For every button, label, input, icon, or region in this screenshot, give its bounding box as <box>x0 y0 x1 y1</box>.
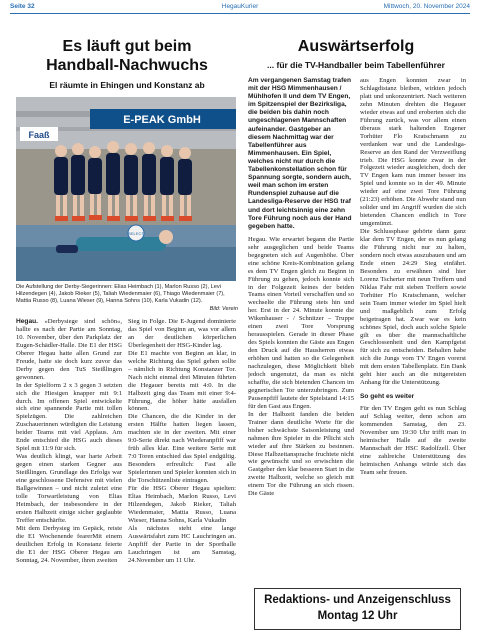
page-number: Seite 32 <box>10 3 35 10</box>
subheading: So geht es weiter <box>360 393 415 401</box>
right-article-title: Auswärtserfolg <box>297 38 415 55</box>
notice-line-2: Montag 12 Uhr <box>317 610 398 622</box>
paragraph-text: »Derbysiege sind schön«, hallte es nach der Partie am Sonntag, 10. November, über den Parkplatz der Eugen-Schädler-Halle. Die E1 der HSG Oberer Hegau hatte allen Grund zur Freude, hatte sie doch kurz zuvor das Derby gegen den TuS Steißlingen gewonnen. <box>16 318 122 381</box>
paragraph: Die Chancen, die die Kinder in der ersten Hälfte hatten liegen lassen, machten sie in der zweiten. Mit einer 9:0-Serie direkt nach Wiederanpfiff war früh alles klar. Eine weitere Serie mit 7:0 Toren entschied das Spiel endgültig. Besonders erfreulich: Fast alle Spielerinnen und Spieler konnten sich in die Torschützenliste eintragen. <box>128 413 236 485</box>
paragraph: Sieg in Folge. Die E-Jugend dominierte das Spiel von Beginn an, was vor allem an der deutlichen körperlichen Überlegenheit der HSG-Kinder lag. <box>128 318 236 349</box>
paragraph: Als nächstes steht eine lange Auswärtsfahrt zum HC Lauchringen an. Anpfiff der Partie in der Sporthalle Lauchringen ist am Samstag, 24.November um 11 Uhr. <box>128 524 236 564</box>
right-article-column-2 <box>360 77 466 582</box>
caption-text: Die Aufstellung der Derby-Siegerinnen: Elias Heimbach (1), Marlon Russo (2), Levi Hilzendegen (4), Jakob Rieker (5), Taliah Wiedenmaier (6), Thiago Wiedenmaier (7), Mattia Russo (8), Luana Wieser (9), Hanna Sohns (10), Karla Vukadin (12). <box>16 284 225 305</box>
dateline: Hegau. <box>16 318 38 325</box>
paragraph: Mit dem Derbysieg im Gepäck, reiste die E1 Wochenende fearerMit einem deutlichen Erfolg in Konstanz feierte die E1 der HSG Oberer Hegau am Sonntag, 24. November, ihren zweiten <box>16 524 122 564</box>
photo-ball-text: SELECT <box>128 231 144 236</box>
team-photo <box>16 97 236 281</box>
paragraph: In der Spielform 2 x 3 gegen 3 setzten sich die Hiesigen knapper mit 9:1 durch. Im offenen Spiel entwickelte sich eine spannende Partie mit tollen Spielzügen. Die zahlreichen Zuschauerinnen würdigten die Leistung beider Teams mit viel Applaus. Am Ende entschied die HSG auch dieses Spiel mit 11:9 für sich. <box>16 381 122 453</box>
left-article-subtitle: El räumte in Ehingen und Konstanz ab <box>49 80 205 90</box>
paragraph: Für die HSG Oberer Hegau spielten: Elias Heimbach, Marlon Russo, Levi Hilzendegen, Jakob Rieker, Taliah Wiedenmaier, Mattia Russo, Luana Wieser, Hanna Sohns, Karla Vukadin <box>128 485 236 524</box>
right-article-column-1 <box>248 77 354 637</box>
left-title-line1: Es läuft gut beim <box>62 38 192 55</box>
paragraph: In der Halbzeit fanden die beiden Trainer dann deutliche Worte für die bisher schwächste Saisonleistung und nahmen ihre Spieler in die Pflicht sich wieder auf ihre Stärken zu besinnen. Diese Halbzeitansprache fruchtete nicht wie gewünscht und so erwischten die Gastgeber den klar besseren Start in die zweite Halbzeit, welche so gleich mit einem Tor die Führung an sich rissen. Die Gäste <box>248 410 354 498</box>
right-article-subtitle: ... für die TV-Handballer beim Tabellenführer <box>267 60 445 70</box>
publication-name: HegauKurier <box>221 3 259 10</box>
paragraph: Was deutlich klingt, war harte Arbeit gegen einen starken Gegner aus Steißlingen. Grundlage des Erfolgs war eine geschlossene Defensive mit vielen Ballgewinnen – und nicht zuletzt eine tolle Torwartleistung von Elias Heimbach, der insbesondere in der ersten Halbzeit einige sicher geglaubte Treffer entschärfte. <box>16 453 122 524</box>
left-article-title <box>16 37 238 75</box>
photo-caption <box>16 284 238 313</box>
photo-banner-text: E-PEAK GmbH <box>123 114 201 126</box>
left-title-line2: Handball-Nachwuchs <box>46 57 208 74</box>
page-header <box>10 0 470 14</box>
photo-sign-text: Faaß <box>28 130 50 140</box>
paragraph: Hegau. Wie erwartet begann die Partie sehr ausgeglichen und beide Teams begegneten sich auf Augenhöhe. Über eine schöne Kreis-Kombination gelang es dem TV Engen gleich zu Beginn in Führung zu gehen, jedoch konnte sich in der Folgezeit keines der beiden Teams einen Vorteil verschaffen und so wechselte die Führung stets hin und her. Erst in der 24. Minute konnte die Wikenhauser - / Schnitzer – Truppe einen zwei Tore Vorsprung herausspielen. Gerade in dieser Phase des Spiels konnten die Gäste aus Engen den Druck auf die Hausherren etwas erhöhen und hatten so die Gelegenheit nachzulegen, diese Möglichkeit blieb jedoch ungenutzt, da man es nicht schaffte, die sich bietenden Chancen im gegnerischen Tor unterzubringen. Zum Pausenpfiff lautete der Spielstand 14:15 für den Gast aus Engen. <box>248 235 354 410</box>
photo-credit: Bild: Verein <box>209 305 238 312</box>
team-photo-image <box>16 97 236 281</box>
lead-paragraph: Am vergangenen Samstag trafen mit der HSG Mimmenhausen / Mühlhofen II und dem TV Engen, im Spitzenspiel der Bezirksliga, die beiden bis dahin noch ungeschlagenen Mannschaften aufeinander. Gastgeber an diesem Nachmittag war der Tabellenführer aus Mimmenhausen. Ein Spiel, welches nicht nur durch die Tabellenkonstellation schon für Spannung sorgte, sondern auch, weil man schon im ersten Rundenspiel zuhause auf die Landesliga-Reserve der HSG traf und dort leichtsinnig eine zehn Tore Führung noch aus der Hand gegeben hatte. <box>248 77 352 230</box>
left-article-column-2 <box>128 318 236 636</box>
paragraph: aus Engen konnten zwar in Schlagdistanz bleiben, wirkten jedoch platt und unkonzentriert. Nach weiteren zehn Minuten drehten die Hegauer wieder etwas auf und eroberten sich die Führung zurück, was vor allem einen überaus stark haltenden Engener Torhüter Flo Kratschmann zu verdanken war und die Landesliga-Reserve an den Rand der Verzweiflung trieb. Die HSG konnte zwar in der Folgezeit wieder ausgleichen, doch der TV Engen kam nun immer besser ins Spiel und konnte so in der 49. Minute wieder auf eine zwei Tore Führung (21:23) erhöhen. Die Abwehr stand nun solider und im Angriff wurden die sich bietenden Chancen endlich in Tore umgemünzt. <box>360 77 466 228</box>
notice-line-1: Redaktions- und Anzeigenschluss <box>264 594 451 606</box>
paragraph <box>16 318 122 382</box>
paragraph: Die E1 machte von Beginn an klar, in welche Richtung das Spiel gehen sollte – nämlich in Richtung Konstanzer Tor. Nach nicht einmal drei Minuten führten die Hegauer bereits mit 4:0. In die Halbzeit ging das Team mit einer 9:4-Führung, die höher hätte ausfallen können. <box>128 349 236 413</box>
left-article-column-1 <box>16 318 122 636</box>
paragraph: Für den TV Engen geht es nun Schlag auf Schlag weiter, denn schon am kommenden Samstag, den 23. November um 19:30 Uhr trifft man in heimischer Halle auf die zweite Mannschaft der HSC Radolfzell. Über eine zahlreiche Unterstützung des heimischen Anhangs würde sich das Team sehr freuen. <box>360 405 466 476</box>
deadline-notice-box <box>254 588 461 630</box>
issue-date: Mittwoch, 20. November 2024 <box>383 3 470 10</box>
paragraph: Die Schlussphase gehörte dann ganz klar dem TV Engen, der es nun gelang die Führung nicht nur zu halten, sondern noch etwas auszubauen und am Ende einen 24:29 Sieg einfährt. Besonders zu erwähnen sind hier Lorenz Tscherter mit neun Treffern und Niklas Fahr mit sieben Treffern sowie Torhüter Flo Kratschmann, welcher sein Team immer wieder im Spiel hielt und maßgeblich zum Erfolg beigetragen hat. Zwar war es kein schönes Spiel, doch auch solche Spiele gilt es über die mannschaftliche Geschlossenheit und den Kampfgeist für sich zu entscheiden. Behalten habe sich die Jungs vom TV Engen vorerst mit dem ersten Tabellenplatz. Ein Dank geht hier auch an die mitgereisten Anhang für die Unterstützung. <box>360 228 466 387</box>
